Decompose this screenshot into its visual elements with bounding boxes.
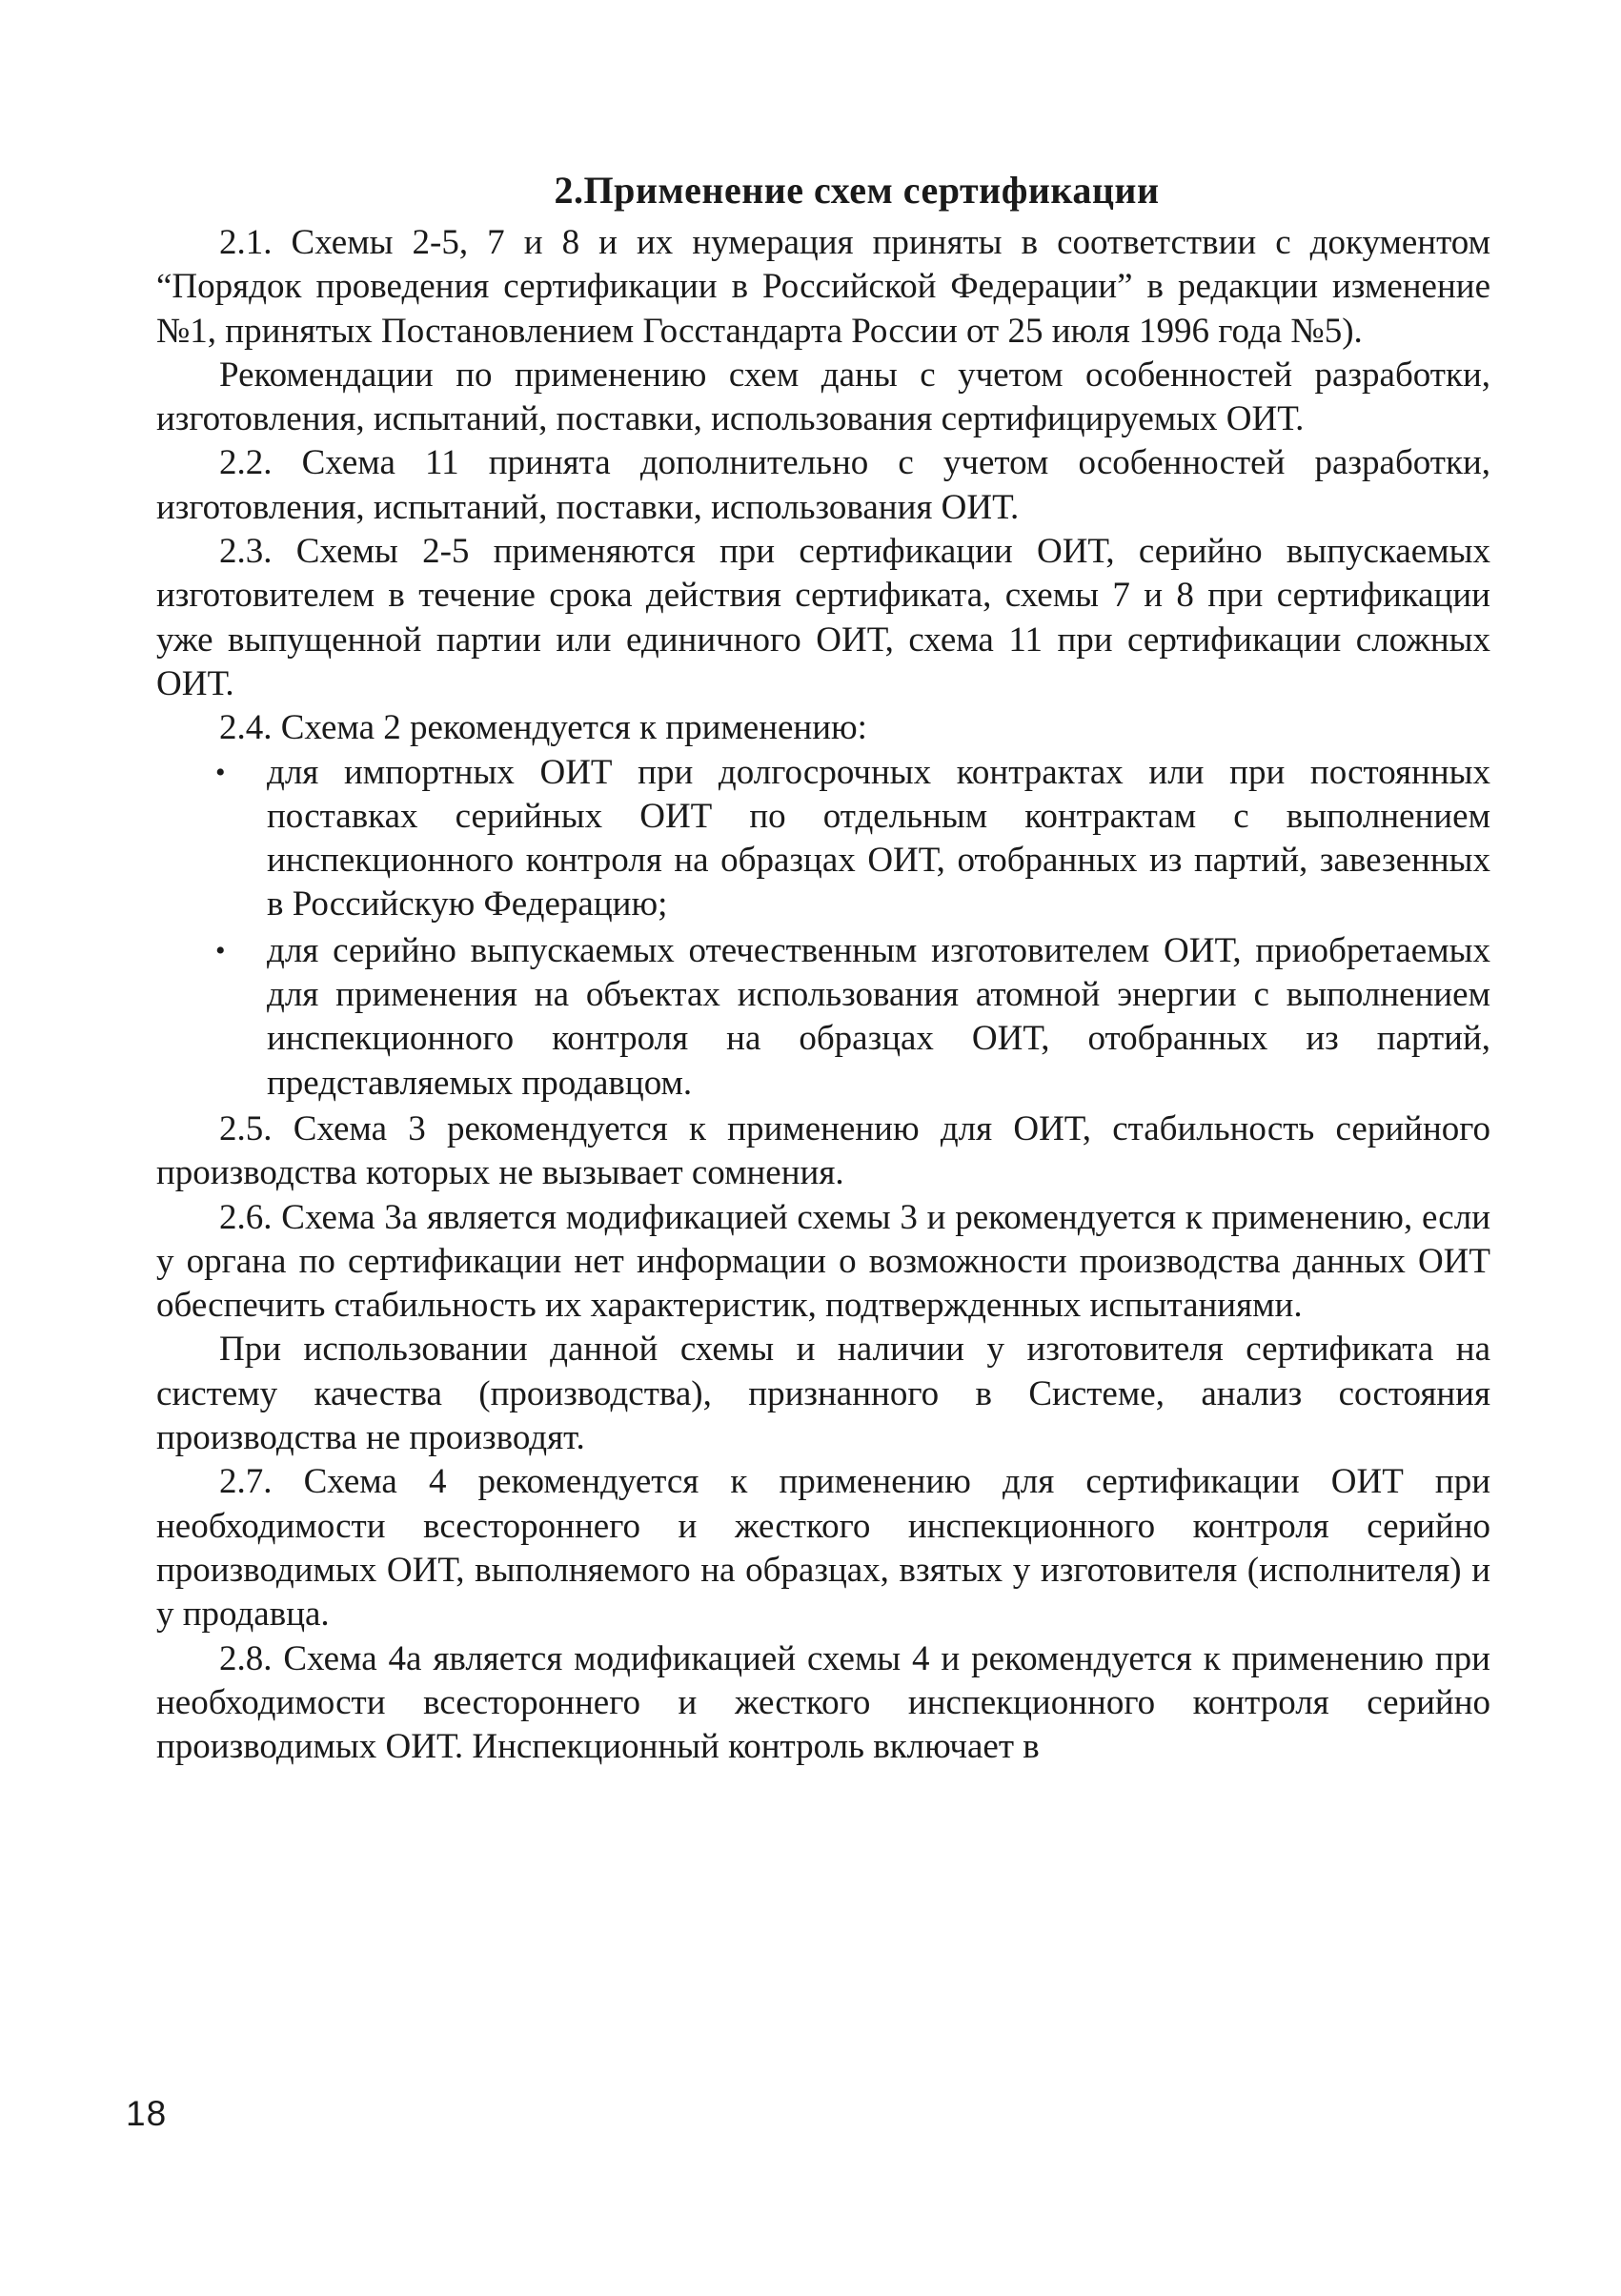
paragraph-recommendations: Рекомендации по применению схем даны с учетом особенностей разработки, изготовления, испытаний, поставки, использования сертифицируемых ОИТ.	[156, 355, 1490, 439]
list-item-text: для серийно выпускаемых отечественным изготовителем ОИТ, приобретаемых для применения на объектах использования атомной энергии с выполнением инспекционного контроля на образцах ОИТ, отобранных из партий, представляемых продавцом.	[267, 930, 1490, 1103]
bullet-icon: •	[215, 756, 226, 788]
bullet-list	[156, 751, 1490, 1106]
paragraph-2-3: 2.3. Схемы 2-5 применяются при сертификации ОИТ, серийно выпускаемых изготовителем в течение срока действия сертификата, схемы 7 и 8 при сертификации уже выпущенной партии или единичного ОИТ, схема 11 при сертификации сложных ОИТ.	[156, 532, 1490, 703]
paragraph-2-5: 2.5. Схема 3 рекомендуется к применению для ОИТ, стабильность серийного производства которых не вызывает сомнения.	[156, 1108, 1490, 1193]
list-item-text: для импортных ОИТ при долгосрочных контрактах или при постоянных поставках серийных ОИТ по отдельным контрактам с выполнением инспекционного контроля на образцах ОИТ, отобранных из партий, завезенных в Российскую Федерацию;	[267, 752, 1490, 924]
paragraph-2-1: 2.1. Схемы 2-5, 7 и 8 и их нумерация приняты в соответствии с документом “Порядок проведения сертификации в Российской Федерации” в редакции изменение №1, принятых Постановлением Госстандарта России от 25 июля 1996 года №5).	[156, 223, 1490, 351]
list-item	[156, 929, 1490, 1106]
paragraph-2-2: 2.2. Схема 11 принята дополнительно с учетом особенностей разработки, изготовления, испытаний, поставки, использования ОИТ.	[156, 443, 1490, 527]
paragraph-2-6: 2.6. Схема 3а является модификацией схемы 3 и рекомендуется к применению, если у органа по сертификации нет информации о возможности производства данных ОИТ обеспечить стабильность их характеристик, подтвержденных испытаниями.	[156, 1197, 1490, 1326]
text-block	[156, 167, 1490, 1769]
list-item	[156, 751, 1490, 927]
page-number: 18	[126, 2094, 168, 2133]
bullet-icon: •	[215, 934, 226, 966]
paragraph-2-7: 2.7. Схема 4 рекомендуется к применению для сертификации ОИТ при необходимости всестороннего и жесткого инспекционного контроля серийно производимых ОИТ, выполняемого на образцах, взятых у изготовителя (исполнителя) и у продавца.	[156, 1462, 1490, 1635]
section-heading: 2.Применение схем сертификации	[554, 169, 1160, 212]
paragraph-2-8: 2.8. Схема 4а является модификацией схемы 4 и рекомендуется к применению при необходимости всестороннего и жесткого инспекционного контроля серийно производимых ОИТ. Инспекционный контроль включает в	[156, 1638, 1490, 1767]
paragraph-2-4: 2.4. Схема 2 рекомендуется к применению:	[219, 708, 867, 748]
paragraph-quality-system: При использовании данной схемы и наличии у изготовителя сертификата на систему качества (производства), признанного в Системе, анализ состояния производства не производят.	[156, 1330, 1490, 1458]
